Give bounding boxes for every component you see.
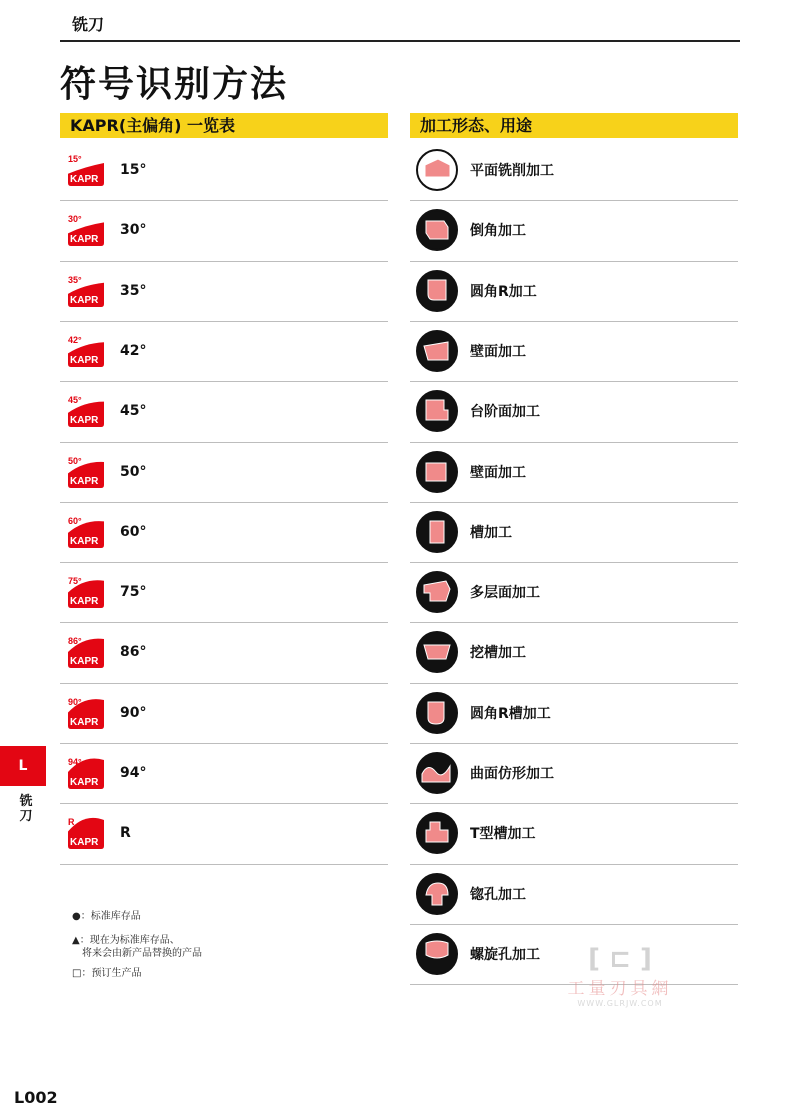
radius-slot-icon xyxy=(416,692,458,734)
kapr-badge-text: KAPR xyxy=(70,475,99,487)
page-number: L002 xyxy=(14,1088,58,1107)
legend-standard: ●：标准库存品 xyxy=(72,911,141,922)
kapr-row xyxy=(60,200,388,260)
corner-radius-icon xyxy=(416,270,458,312)
kapr-badge-angle: 90° xyxy=(68,696,82,707)
kapr-badge xyxy=(66,635,106,669)
watermark-logo-icon: [ ⊏ ] xyxy=(588,944,652,974)
legend-planned: □：预订生产品 xyxy=(72,968,142,979)
process-row xyxy=(410,743,738,803)
wall-machining-icon xyxy=(416,330,458,372)
process-row xyxy=(410,502,738,562)
multi-level-face-icon xyxy=(416,571,458,613)
process-label: 螺旋孔加工 xyxy=(470,946,540,963)
shoulder-milling-icon xyxy=(416,390,458,432)
kapr-badge-angle: 30° xyxy=(68,214,82,225)
process-row xyxy=(410,562,738,622)
kapr-badge-angle: R xyxy=(68,817,75,828)
kapr-badge xyxy=(66,756,106,790)
process-label: T型槽加工 xyxy=(470,826,536,843)
process-row xyxy=(410,622,738,682)
kapr-row xyxy=(60,261,388,321)
kapr-row xyxy=(60,502,388,562)
corner-radius-icon xyxy=(416,270,458,312)
kapr-badge-angle: 45° xyxy=(68,395,82,406)
kapr-badge xyxy=(66,575,106,609)
watermark-url: WWW.GLRJW.COM xyxy=(577,999,663,1008)
kapr-badge-text: KAPR xyxy=(70,837,99,849)
process-label: 挖槽加工 xyxy=(470,645,526,662)
process-label: 圆角R槽加工 xyxy=(470,705,551,722)
kapr-badge-text: KAPR xyxy=(70,415,99,427)
kapr-badge-text: KAPR xyxy=(70,596,99,608)
slotting-icon xyxy=(416,511,458,553)
kapr-badge-angle: 60° xyxy=(68,515,82,526)
kapr-badge-shape xyxy=(66,816,106,850)
legend-replacement-line2: 将来会由新产品替换的产品 xyxy=(82,948,202,959)
kapr-value: 45° xyxy=(120,403,147,420)
side-tab-text: 铣刀 xyxy=(19,794,33,824)
kapr-row xyxy=(60,321,388,381)
section-label: 铣刀 xyxy=(72,15,105,34)
kapr-badge xyxy=(66,515,106,549)
kapr-value: 94° xyxy=(120,765,147,781)
process-label: 圆角R加工 xyxy=(470,283,537,300)
kapr-badge-text: KAPR xyxy=(70,716,99,728)
kapr-badge-angle: 42° xyxy=(68,334,82,345)
chamfering-icon xyxy=(416,209,458,251)
kapr-badge xyxy=(66,334,106,368)
kapr-value: 60° xyxy=(120,523,147,540)
kapr-badge-shape xyxy=(66,274,106,308)
watermark xyxy=(540,944,700,1008)
kapr-row xyxy=(60,562,388,622)
kapr-value: 50° xyxy=(120,463,147,480)
helical-hole-icon xyxy=(416,933,458,975)
slotting-icon xyxy=(416,511,458,553)
kapr-badge-text: KAPR xyxy=(70,174,99,185)
process-row xyxy=(410,442,738,502)
contour-profile-icon xyxy=(416,752,458,794)
kapr-row xyxy=(60,140,388,200)
process-row xyxy=(410,803,738,863)
kapr-badge-shape xyxy=(66,756,106,790)
face-milling-icon xyxy=(416,149,458,191)
kapr-badge-text: KAPR xyxy=(70,294,99,306)
kapr-value: 35° xyxy=(120,282,147,299)
pocket-slot-icon xyxy=(416,631,458,673)
radius-slot-icon xyxy=(416,692,458,734)
counterbore-icon xyxy=(416,873,458,915)
chamfering-icon xyxy=(416,209,458,251)
kapr-row xyxy=(60,683,388,743)
multi-level-face-icon xyxy=(416,571,458,613)
page-title: 符号识别方法 xyxy=(60,64,289,105)
kapr-badge-angle: 75° xyxy=(68,576,82,587)
wall-machining-2-icon xyxy=(416,451,458,493)
process-table-heading: 加工形态、用途 xyxy=(410,113,738,138)
kapr-row xyxy=(60,442,388,502)
process-row xyxy=(410,261,738,321)
wall-machining-icon xyxy=(416,330,458,372)
kapr-badge-shape xyxy=(66,635,106,669)
process-label: 槽加工 xyxy=(470,524,512,541)
kapr-badge xyxy=(66,696,106,730)
kapr-badge-angle: 94° xyxy=(68,757,82,767)
kapr-badge-text: KAPR xyxy=(70,354,99,366)
watermark-text: 工量刃具網 xyxy=(567,979,673,999)
legend-replacement-line1: ▲：现在为标准库存品、 xyxy=(72,935,180,946)
process-row xyxy=(410,864,738,924)
kapr-badge-angle: 35° xyxy=(68,274,82,285)
process-label: 锪孔加工 xyxy=(470,886,526,903)
t-slot-icon xyxy=(416,812,458,854)
kapr-badge-shape xyxy=(66,213,106,247)
kapr-badge xyxy=(66,213,106,247)
process-label: 壁面加工 xyxy=(470,343,526,360)
kapr-table-heading: KAPR(主偏角) 一览表 xyxy=(60,113,388,138)
kapr-badge-angle: 50° xyxy=(68,455,82,466)
kapr-badge-text: KAPR xyxy=(70,535,99,547)
kapr-value: 86° xyxy=(120,644,147,661)
process-row xyxy=(410,140,738,200)
shoulder-milling-icon xyxy=(416,390,458,432)
counterbore-icon xyxy=(416,873,458,915)
kapr-badge-shape xyxy=(66,394,106,428)
kapr-badge-text: KAPR xyxy=(70,234,99,246)
kapr-badge xyxy=(66,274,106,308)
kapr-value: 15° xyxy=(120,162,147,178)
legend-replacement xyxy=(72,934,202,960)
kapr-row xyxy=(60,622,388,682)
kapr-badge xyxy=(66,816,106,850)
t-slot-icon xyxy=(416,812,458,854)
kapr-badge-text: KAPR xyxy=(70,777,99,788)
process-row xyxy=(410,200,738,260)
helical-hole-icon xyxy=(416,933,458,975)
kapr-row xyxy=(60,743,388,803)
header-rule xyxy=(60,40,740,42)
pocket-slot-icon xyxy=(416,631,458,673)
kapr-value: 30° xyxy=(120,222,147,239)
process-label: 倒角加工 xyxy=(470,223,526,240)
process-label: 曲面仿形加工 xyxy=(470,766,554,782)
contour-profile-icon xyxy=(416,752,458,794)
process-label: 台阶面加工 xyxy=(470,404,540,421)
process-label: 多层面加工 xyxy=(470,585,540,602)
kapr-badge-angle: 15° xyxy=(68,154,82,164)
kapr-value: 90° xyxy=(120,704,147,721)
face-milling-icon xyxy=(416,149,458,191)
kapr-badge-text: KAPR xyxy=(70,656,99,668)
kapr-badge-shape xyxy=(66,696,106,730)
kapr-badge xyxy=(66,153,106,187)
kapr-row xyxy=(60,803,388,863)
kapr-value: 42° xyxy=(120,342,147,359)
kapr-value: R xyxy=(120,825,131,842)
process-label: 壁面加工 xyxy=(470,464,526,481)
row-divider xyxy=(60,864,388,865)
kapr-badge-angle: 86° xyxy=(68,636,82,647)
kapr-badge-shape xyxy=(66,515,106,549)
process-label: 平面铣削加工 xyxy=(470,163,554,179)
kapr-badge-shape xyxy=(66,334,106,368)
process-row xyxy=(410,321,738,381)
process-row xyxy=(410,683,738,743)
kapr-badge-shape xyxy=(66,153,106,187)
kapr-row xyxy=(60,381,388,441)
kapr-badge-shape xyxy=(66,575,106,609)
side-tab-letter[interactable]: L xyxy=(0,746,46,786)
wall-machining-2-icon xyxy=(416,451,458,493)
kapr-badge xyxy=(66,455,106,489)
kapr-badge xyxy=(66,394,106,428)
process-row xyxy=(410,381,738,441)
kapr-value: 75° xyxy=(120,584,147,601)
kapr-badge-shape xyxy=(66,455,106,489)
